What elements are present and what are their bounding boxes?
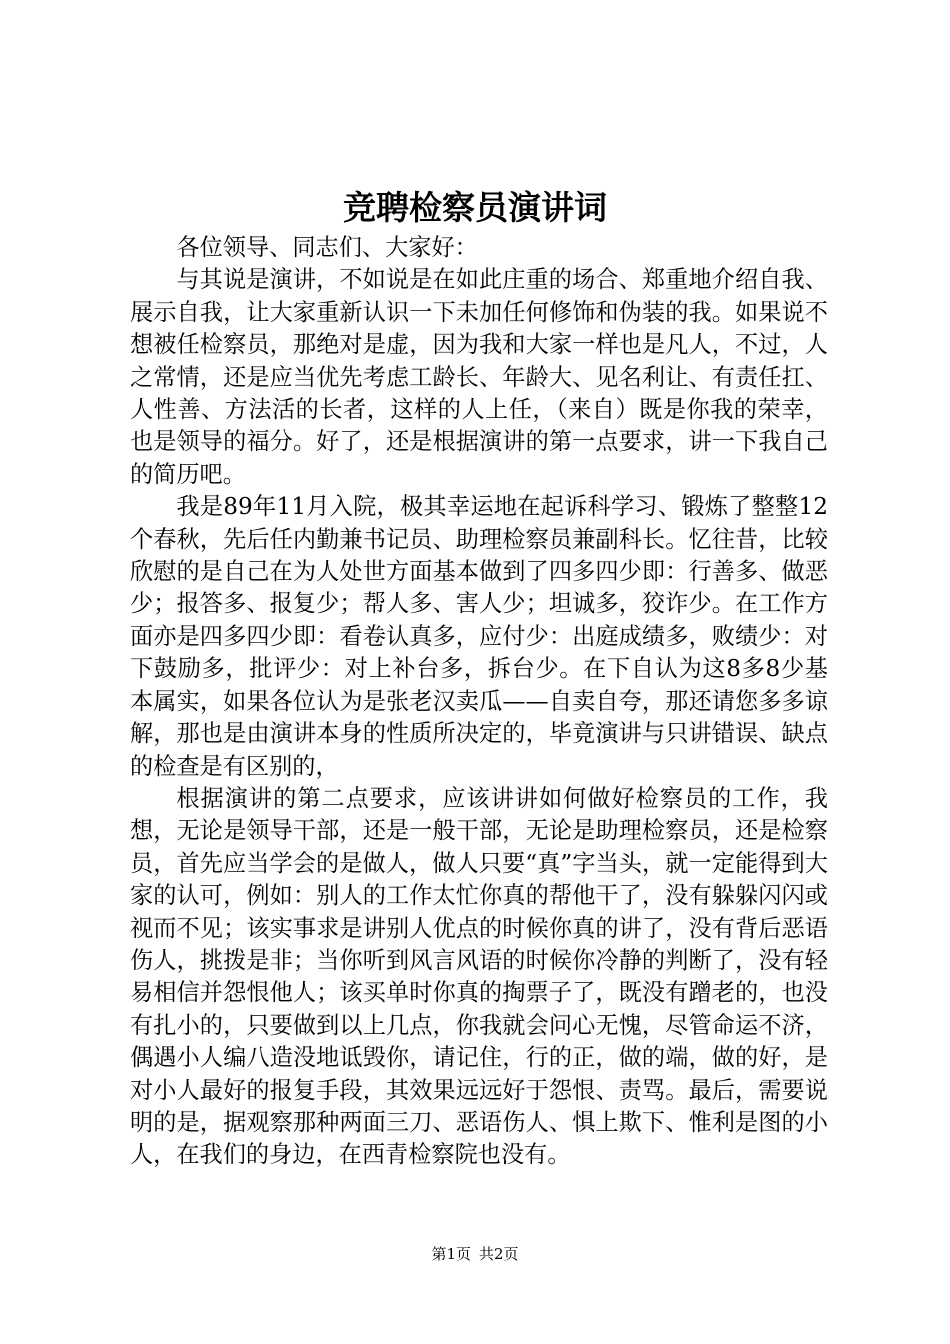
page-number-current: 第1页 xyxy=(431,1245,471,1263)
paragraph-work-approach: 根据演讲的第二点要求，应该讲讲如何做好检察员的工作，我想，无论是领导干部，还是一般干部，无论是助理检察员，还是检察员，首先应当学会的是做人，做人只要“真”字当头，就一定能得到大家的认可，例如：别人的工作太忙你真的帮他干了，没有躲躲闪闪或视而不见；该实事求是讲别人优点的时候你真的讲了，没有背后恶语伤人，挑拨是非；当你听到风言风语的时候你冷静的判断了，没有轻易相信并怨恨他人；该买单时你真的掏票子了，既没有蹭老的，也没有扎小的，只要做到以上几点，你我就会问心无愧，尽管命运不济，偶遇小人编八造没地诋毁你，请记住，行的正，做的端，做的好，是对小人最好的报复手段，其效果远远好于怨恨、责骂。最后，需要说明的是，据观察那种两面三刀、恶语伤人、惧上欺下、惟利是图的小人，在我们的身边，在西青检察院也没有。 xyxy=(130,784,828,1169)
document-title: 竞聘检察员演讲词 xyxy=(343,188,607,227)
page-number-total: 共2页 xyxy=(479,1245,519,1263)
page-footer xyxy=(0,1243,950,1265)
paragraph-salutation: 各位领导、同志们、大家好： xyxy=(176,234,478,261)
paragraph-resume: 我是89年11月入院，极其幸运地在起诉科学习、锻炼了整整12个春秋，先后任内勤兼书记员、助理检察员兼副科长。忆往昔，比较欣慰的是自己在为人处世方面基本做到了四多四少即：行善多、做恶少；报答多、报复少；帮人多、害人少；坦诚多，狡诈少。在工作方面亦是四多四少即：看卷认真多，应付少：出庭成绩多，败绩少：对下鼓励多，批评少：对上补台多，拆台少。在下自认为这8多8少基本属实，如果各位认为是张老汉卖瓜——自卖自夸，那还请您多多谅解，那也是由演讲本身的性质所决定的，毕竟演讲与只讲错误、缺点的检查是有区别的， xyxy=(130,493,828,780)
paragraph-introduction: 与其说是演讲，不如说是在如此庄重的场合、郑重地介绍自我、展示自我，让大家重新认识一下未加任何修饰和伪装的我。如果说不想被任检察员，那绝对是虚，因为我和大家一样也是凡人，不过，人之常情，还是应当优先考虑工龄长、年龄大、见名利让、有责任扛、人性善、方法活的长者，这样的人上任，（来自）既是你我的荣幸，也是领导的福分。好了，还是根据演讲的第一点要求，讲一下我自己的简历吧。 xyxy=(130,266,828,488)
document-body xyxy=(130,232,828,1172)
